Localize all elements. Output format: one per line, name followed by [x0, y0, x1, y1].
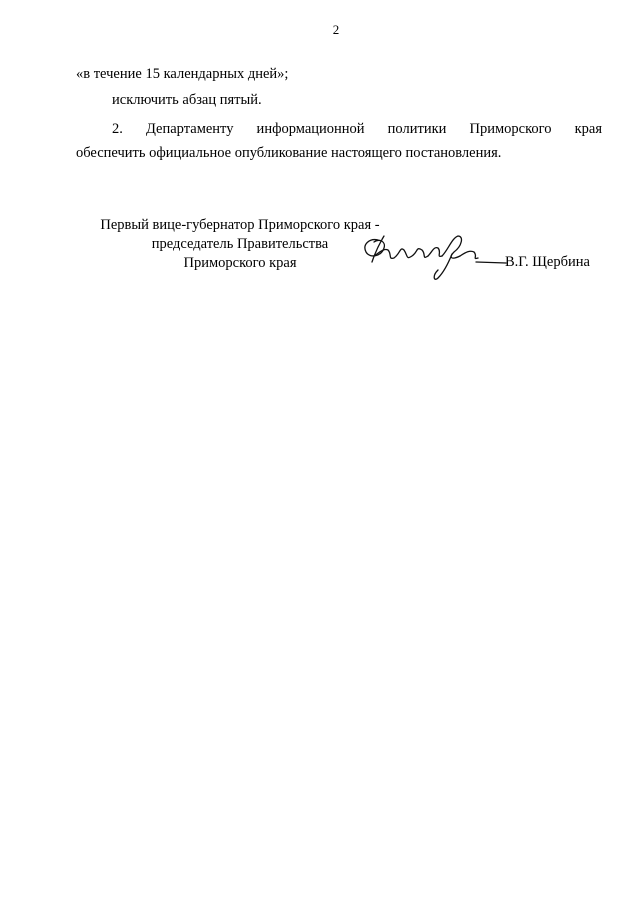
signatory-title-line-3: Приморского края [183, 255, 297, 271]
signatory-title-line-1: Первый вице-губернатор Приморского края - [100, 217, 380, 233]
paragraph-2 [76, 117, 602, 165]
paragraph-2-line-2: обеспечить официальное опубликование настоящего постановления. [76, 145, 502, 161]
handwritten-signature [348, 226, 508, 284]
body-line-amendment: «в течение 15 календарных дней»; [76, 66, 289, 82]
paragraph-2-line-1: 2. Департаменту информационной политики Приморского края [112, 121, 602, 137]
signatory-title-line-2: председатель Правительства [151, 236, 329, 252]
signer-name: В.Г. Щербина [505, 254, 590, 270]
body-line-exclude-paragraph: исключить абзац пятый. [112, 92, 262, 108]
page-number: 2 [332, 22, 340, 37]
